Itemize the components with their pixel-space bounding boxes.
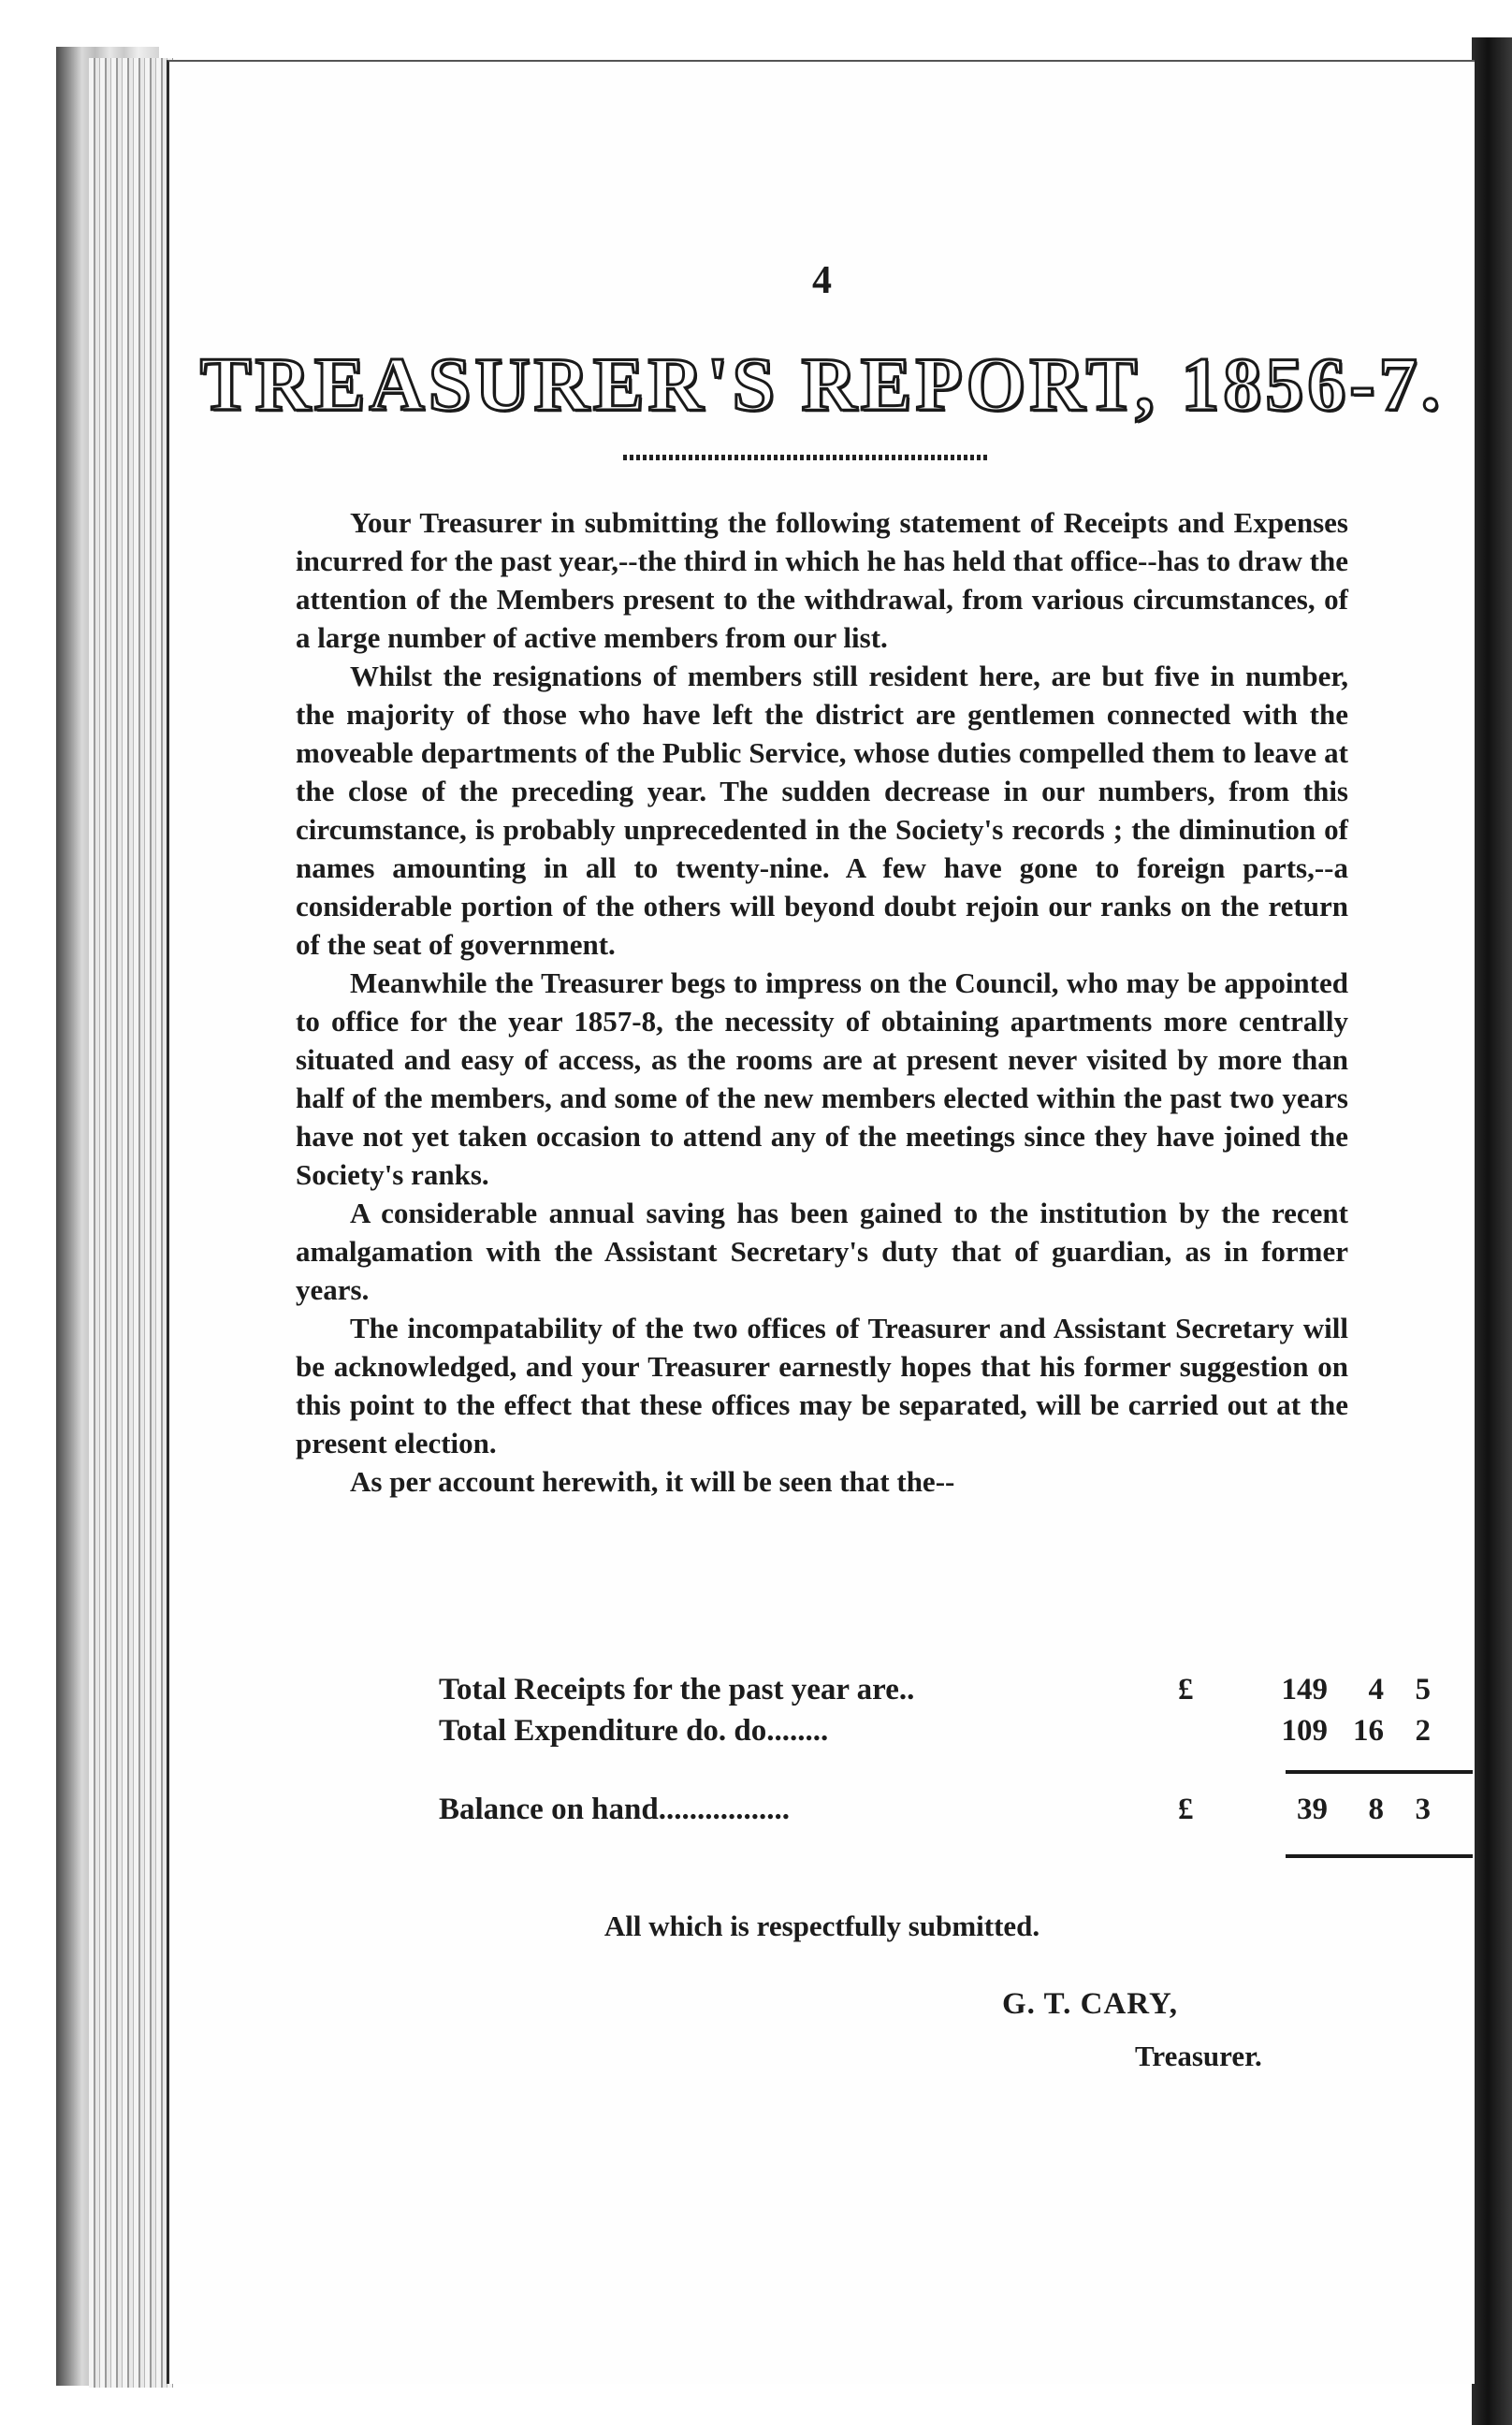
receipts-shillings: 4 — [1368, 1673, 1384, 1706]
paragraph-offices: The incompatability of the two offices of Treasurer and Assistant Secretary will be acknowledged, and your Treasurer earnestly hopes that his former suggestion on this point to the effect that these offices may be separated, will be carried out at the present election. — [296, 1312, 1348, 1459]
report-body — [296, 503, 1348, 1501]
balance-pounds: 39 — [1297, 1793, 1328, 1826]
balance-pound-sign: £ — [1178, 1793, 1194, 1826]
page-number: 4 — [812, 259, 832, 302]
receipts-pounds: 149 — [1281, 1673, 1328, 1706]
total-rule — [1286, 1854, 1473, 1858]
paragraph-saving: A considerable annual saving has been gained to the institution by the recent amalgamation with the Assistant Secretary's duty that of guardian, as in former years. — [296, 1197, 1348, 1306]
accounts-table — [439, 1673, 1431, 1834]
page-title: TREASURER'S REPORT, 1856-7. — [199, 341, 1445, 427]
balance-pence: 3 — [1415, 1793, 1431, 1826]
expenditure-pounds: 109 — [1281, 1714, 1328, 1748]
expenditure-pence: 2 — [1415, 1714, 1431, 1748]
balance-shillings: 8 — [1368, 1793, 1384, 1826]
paragraph-apartments: Meanwhile the Treasurer begs to impress on the Council, who may be appointed to office for the year 1857-8, the necessity of obtaining apartments more centrally situated and easy of access, as the rooms are at present never visited by more than half of the members, and some of the new members elected within the past two years have not yet taken occasion to attend any of the meetings since they have joined the Society's ranks. — [296, 966, 1348, 1191]
balance-label: Balance on hand................. — [439, 1793, 790, 1826]
receipts-row — [439, 1673, 1431, 1714]
receipts-pence: 5 — [1415, 1673, 1431, 1706]
title-divider — [623, 455, 988, 460]
document-page — [167, 60, 1475, 2384]
paragraph-resignations: Whilst the resignations of members still resident here, are but five in number, the majority of those who have left the district are gentlemen connected with the moveable departments of the Public Service, whose duties compelled them to leave at the close of the preceding year. The sudden decrease in our numbers, from this circumstance, is probably unprecedented in the Society's records ; the diminution of names amounting in all to twenty-nine. A few have gone to foreign parts,--a considerable portion of the others will beyond doubt rejoin our ranks on the return of the seat of government. — [296, 660, 1348, 961]
expenditure-row — [439, 1714, 1431, 1755]
submission-line: All which is respectfully submitted. — [603, 1910, 1040, 1942]
expenditure-shillings: 16 — [1353, 1714, 1384, 1748]
receipts-label: Total Receipts for the past year are.. — [439, 1673, 915, 1706]
expenditure-label: Total Expenditure do. do........ — [439, 1714, 829, 1748]
page-edges — [89, 58, 173, 2388]
signature-name: G. T. CARY, — [1002, 1987, 1179, 2021]
paragraph-withdrawal: Your Treasurer in submitting the following statement of Receipts and Expenses incurred for the past year,--the third in which he has held that office--has to draw the attention of the Members present to the withdrawal, from various circumstances, of a large number of active members from our list. — [296, 506, 1348, 654]
signature-title: Treasurer. — [1135, 2040, 1262, 2072]
paragraph-account-intro: As per account herewith, it will be seen that the-- — [350, 1465, 955, 1498]
right-gutter — [1472, 37, 1512, 2425]
receipts-pound-sign: £ — [1178, 1673, 1194, 1706]
sum-rule — [1286, 1770, 1473, 1774]
balance-row — [439, 1793, 1431, 1834]
